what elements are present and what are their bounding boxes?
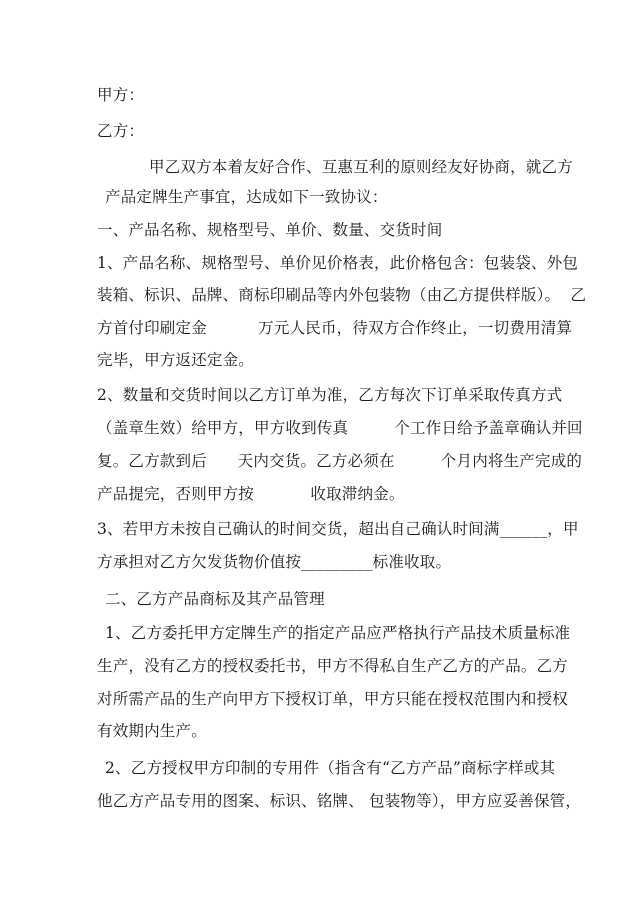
clause-1-1-line-4: 完毕，甲方返还定金。	[97, 351, 255, 369]
party-b-label: 乙方：	[97, 122, 145, 140]
clause-1-3-line-1: 3、若甲方未按自己确认的时间交货，超出自己确认时间满______，甲	[97, 520, 579, 538]
clause-2-1-line-3: 对所需产品的生产向甲方下授权订单，甲方只能在授权范围内和授权	[97, 690, 569, 708]
clause-1-2-line-2: （盖章生效）给甲方，甲方收到传真 个工作日给予盖章确认并回	[97, 419, 583, 437]
clause-1-1-line-2: 装箱、标识、品牌、商标印刷品等内外包装物（由乙方提供样版）。 乙	[97, 286, 587, 304]
clause-2-1-line-4: 有效期内生产。	[97, 722, 207, 740]
intro-line-1: 甲乙双方本着友好合作、互惠互利的原则经友好协商，就乙方	[149, 158, 573, 176]
clause-2-1-line-1: 1、乙方委托甲方定牌生产的指定产品应严格执行产品技术质量标准	[105, 624, 571, 642]
clause-1-1-line-3: 方首付印刷定金 万元人民币，待双方合作终止，一切费用清算	[97, 319, 573, 337]
clause-1-2-line-1: 2、数量和交货时间以乙方订单为准，乙方每次下订单采取传真方式	[97, 386, 563, 404]
section-1-heading: 一、产品名称、规格型号、单价、数量、交货时间	[97, 221, 443, 239]
clause-2-2-line-1: 2、乙方授权甲方印制的专用件（指含有“乙方产品”商标字样或其	[105, 759, 556, 777]
clause-2-2-line-2: 他乙方产品专用的图案、标识、铭牌、 包装物等），甲方应妥善保管，	[97, 792, 582, 810]
clause-1-2-line-3: 复。乙方款到后 天内交货。乙方必须在 个月内将生产完成的	[97, 452, 583, 470]
intro-line-2: 产品定牌生产事宜，达成如下一致协议：	[105, 188, 388, 206]
party-a-label: 甲方：	[97, 86, 145, 104]
section-2-heading: 二、乙方产品商标及其产品管理	[105, 590, 325, 608]
clause-1-1-line-1: 1、产品名称、规格型号、单价见价格表，此价格包含：包装袋、外包	[97, 254, 579, 272]
clause-1-3-line-2: 方承担对乙方欠发货物价值按_________标准收取。	[97, 553, 452, 571]
clause-2-1-line-2: 生产，没有乙方的授权委托书，甲方不得私自生产乙方的产品。乙方	[97, 657, 569, 675]
clause-1-2-line-4: 产品提完，否则甲方按 收取滞纳金。	[97, 485, 405, 503]
